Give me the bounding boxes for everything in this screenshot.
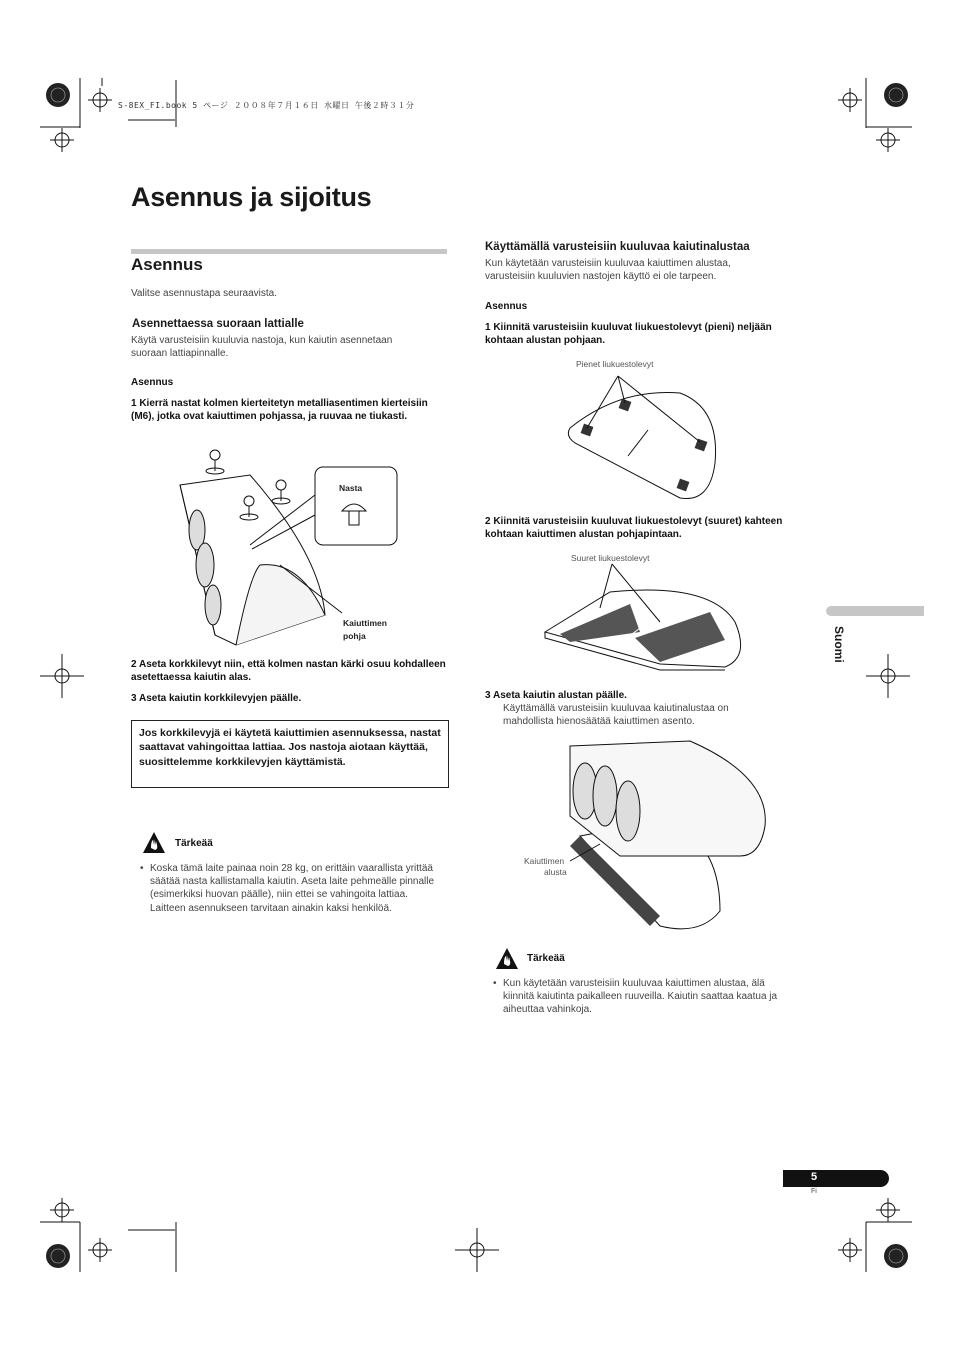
warning-hand-icon bbox=[495, 947, 519, 971]
note-text: Jos korkkilevyjä ei käytetä kaiuttimien asennuksessa, nastat saattavat vahingoittaa lattiaa. Jos nastoja aiotaan käyttää, suosittelemme korkkilevyjen käyttämistä. bbox=[139, 727, 441, 768]
note-box bbox=[131, 720, 449, 788]
fig3-label-2: alusta bbox=[544, 867, 567, 877]
speaker-on-stand-figure bbox=[540, 736, 770, 931]
fig2-label: Suuret liukuestolevyt bbox=[571, 553, 650, 563]
warning-hand-icon bbox=[142, 831, 166, 855]
file-header-line: S-8EX_FI.book 5 ページ ２００８年７月１６日 水曜日 午後２時３１分 bbox=[118, 101, 415, 110]
step-1-left: 1 Kierrä nastat kolmen kierteitetyn metalliasentimen kierteisiin (M6), jotka ovat kaiuttimen pohjassa, ja ruuvaa ne tiukasti. bbox=[131, 398, 428, 423]
asennus-label-left: Asennus bbox=[131, 377, 174, 388]
language-tab bbox=[826, 606, 924, 616]
fig3-label-1: Kaiuttimen bbox=[524, 856, 565, 866]
step-2-right: 2 Kiinnitä varusteisiin kuuluvat liukuestolevyt (suuret) kahteen kohtaan kaiuttimen alustan pohjapintaan. bbox=[485, 516, 783, 541]
step-1-right: 1 Kiinnitä varusteisiin kuuluvat liukuestolevyt (pieni) neljään kohtaan alustan pohjaan. bbox=[485, 322, 772, 347]
label-kaiuttimen: Kaiuttimen bbox=[343, 618, 387, 628]
important-text-left: Koska tämä laite painaa noin 28 kg, on erittäin vaarallista yrittää säätää nasta kallistamalla kaiutin. Aseta laite pehmeälle pinnalle (esimerkiksi huovan päälle), niin ettei se vahingoita lattiaa. Laitteen asennukseen tarvitaan ainakin kaksi henkilöä. bbox=[150, 863, 435, 914]
small-pads-figure bbox=[560, 368, 730, 508]
important-text-right: Kun käytetään varusteisiin kuuluvaa kaiuttimen alustaa, älä kiinnitä kaiutinta paikalleen ruuveilla. Kaiutin saattaa kaatua ja aiheuttaa vahinkoja. bbox=[503, 978, 778, 1016]
important-label-left: Tärkeää bbox=[175, 838, 213, 849]
step-3-right-text: Käyttämällä varusteisiin kuuluvaa kaiutinalustaa on mahdollista hienosäätää kaiuttimen asento. bbox=[503, 703, 729, 728]
important-label-right: Tärkeää bbox=[527, 953, 565, 964]
step-2-left: 2 Aseta korkkilevyt niin, että kolmen nastan kärki osuu kohdalleen asetettaessa kaiutin alas. bbox=[131, 659, 446, 684]
page-number: 5 bbox=[811, 1171, 818, 1183]
bullet-dot-right: • bbox=[493, 978, 497, 989]
section-title-right: Käyttämällä varusteisiin kuuluvaa kaiutinalustaa bbox=[485, 241, 750, 253]
label-nasta: Nasta bbox=[339, 483, 363, 493]
page-title: Asennus ja sijoitus bbox=[131, 182, 372, 212]
page-number-box bbox=[783, 1170, 889, 1187]
asennus-label-right: Asennus bbox=[485, 301, 528, 312]
label-pohja: pohja bbox=[343, 631, 366, 641]
intro-text-right: Kun käytetään varusteisiin kuuluvaa kaiuttimen alustaa, varusteisiin kuuluvien nastojen käyttö ei ole tarpeen. bbox=[485, 258, 731, 283]
step-3-left: 3 Aseta kaiutin korkkilevyjen päälle. bbox=[131, 693, 302, 704]
fig1-label: Pienet liukuestolevyt bbox=[576, 359, 654, 369]
section-title-left: Asennus bbox=[131, 255, 203, 274]
subsection-text: Käytä varusteisiin kuuluvia nastoja, kun kaiutin asennetaan suoraan lattiapinnalle. bbox=[131, 335, 393, 360]
footer-lang-code: Fi bbox=[811, 1188, 817, 1195]
large-pads-figure bbox=[540, 562, 750, 672]
subsection-title: Asennettaessa suoraan lattialle bbox=[132, 318, 304, 330]
intro-text-left: Valitse asennustapa seuraavista. bbox=[131, 288, 278, 299]
bullet-dot-left: • bbox=[140, 863, 144, 874]
step-3-right-title: 3 Aseta kaiutin alustan päälle. bbox=[485, 690, 627, 701]
section-bar bbox=[131, 249, 447, 254]
language-label: Suomi bbox=[832, 626, 846, 663]
